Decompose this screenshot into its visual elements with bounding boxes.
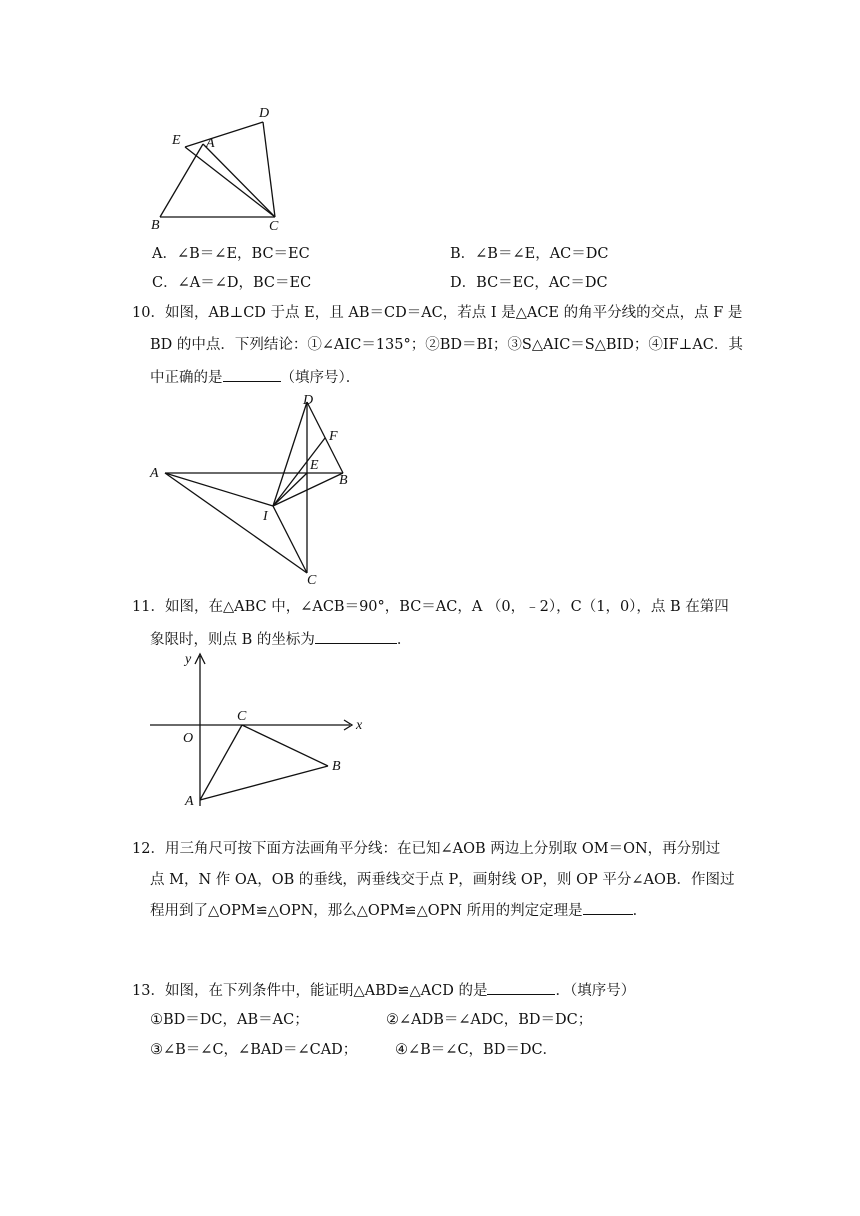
q11-label-c: C — [237, 709, 247, 724]
q13-condition-3: ③∠B＝∠C，∠BAD＝∠CAD； — [150, 1042, 358, 1058]
q10-answer-blank[interactable] — [223, 367, 281, 382]
q9-option-a: A．∠B＝∠E，BC＝EC — [152, 246, 310, 262]
q10-label-a: A — [150, 466, 159, 481]
q10-text-line2: BD 的中点．下列结论：①∠AIC＝135°；②BD＝BI；③S△AIC＝S△BID；④IF⊥AC．其 — [150, 337, 743, 353]
q9-label-e: E — [172, 133, 181, 148]
q10-label-e: E — [310, 458, 319, 473]
q9-option-d: D．BC＝EC，AC＝DC — [450, 275, 608, 291]
q10-text-line3: 中正确的是 （填序号）． — [150, 367, 360, 388]
q12-text-line3: 程用到了△OPM≌△OPN，那么△OPM≌△OPN 所用的判定定理是 ． — [150, 900, 647, 921]
q11-label-a: A — [185, 794, 194, 808]
q13-condition-1: ①BD＝DC，AB＝AC； — [150, 1012, 309, 1028]
q12-text-line2: 点 M，N 作 OA，OB 的垂线，两垂线交于点 P，画射线 OP，则 OP 平分∠AOB．作图过 — [150, 872, 735, 888]
q13-answer-blank[interactable] — [487, 980, 555, 995]
q11-text-line2: 象限时，则点 B 的坐标为 ． — [150, 629, 411, 650]
q12-answer-blank[interactable] — [583, 900, 633, 915]
q11-text-line1: 11．如图，在△ABC 中，∠ACB＝90°，BC＝AC，A （0，﹣2），C（1，0），点 B 在第四 — [132, 599, 729, 615]
q13-text-line1: 13．如图，在下列条件中，能证明△ABD≌△ACD 的是 ．（填序号） — [132, 980, 635, 1001]
q9-label-b: B — [151, 218, 160, 233]
q11-label-y: y — [185, 652, 192, 667]
q9-label-d: D — [259, 106, 270, 121]
q11-label-b: B — [332, 759, 341, 774]
q10-label-f: F — [329, 429, 338, 444]
q11-label-o: O — [183, 731, 194, 746]
q9-option-b: B．∠B＝∠E，AC＝DC — [450, 246, 609, 262]
q9-label-a: A — [206, 136, 215, 151]
q13-condition-4: ④∠B＝∠C，BD＝DC． — [395, 1042, 558, 1058]
q11-figure — [145, 648, 370, 808]
q13-condition-2: ②∠ADB＝∠ADC，BD＝DC； — [386, 1012, 593, 1028]
q10-label-d: D — [303, 393, 314, 408]
q12-text-line1: 12．用三角尺可按下面方法画角平分线：在已知∠AOB 两边上分别取 OM＝ON，再分别过 — [132, 841, 721, 857]
q10-text-line1: 10．如图，AB⊥CD 于点 E，且 AB＝CD＝AC，若点 I 是△ACE 的角平分线的交点，点 F 是 — [132, 305, 743, 321]
q9-figure — [145, 100, 295, 235]
q11-label-x: x — [356, 718, 363, 733]
q9-label-c: C — [269, 219, 279, 234]
q10-figure — [145, 388, 365, 588]
q10-label-b: B — [339, 473, 348, 488]
q9-option-c: C．∠A＝∠D，BC＝EC — [152, 275, 312, 291]
q10-label-i: I — [263, 509, 268, 524]
q10-label-c: C — [307, 573, 317, 588]
q11-answer-blank[interactable] — [315, 629, 397, 644]
